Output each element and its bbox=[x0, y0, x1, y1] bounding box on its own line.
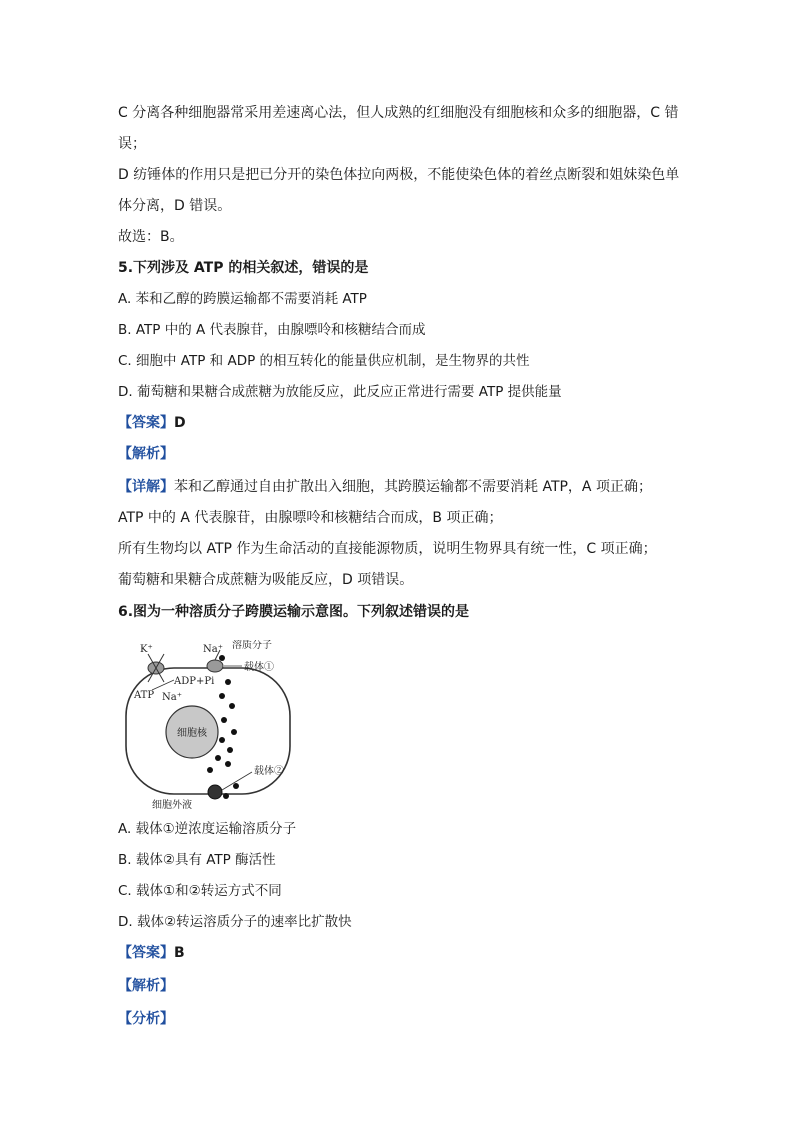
text-line: 体分离，D 错误。 bbox=[118, 198, 232, 214]
q5-option-a: A. 苯和乙醇的跨膜运输都不需要消耗 ATP bbox=[118, 291, 367, 307]
detail-line: 所有生物均以 ATP 作为生命活动的直接能源物质，说明生物界具有统一性，C 项正确； bbox=[118, 541, 657, 557]
answer-value: D bbox=[174, 415, 186, 431]
fenxi-tag: 【分析】 bbox=[118, 1011, 174, 1027]
q6-answer-row bbox=[118, 944, 185, 962]
q5-answer-row bbox=[118, 414, 186, 432]
na-ion-label: Na⁺ bbox=[162, 692, 182, 703]
atp-label: ATP bbox=[134, 690, 155, 701]
q6-analysis-tag bbox=[118, 977, 174, 995]
text-line: 误； bbox=[118, 136, 146, 152]
solute-label: 溶质分子 bbox=[232, 640, 272, 651]
analysis-tag: 【解析】 bbox=[118, 978, 174, 994]
q6-fenxi-tag bbox=[118, 1010, 174, 1028]
q6-option-c: C. 载体①和②转运方式不同 bbox=[118, 883, 282, 899]
nucleus-label: 细胞核 bbox=[177, 728, 207, 739]
q6-option-a: A. 载体①逆浓度运输溶质分子 bbox=[118, 821, 297, 837]
carrier1-shape bbox=[207, 660, 223, 672]
detail-line: 葡萄糖和果糖合成蔗糖为吸能反应，D 项错误。 bbox=[118, 572, 414, 588]
answer-value: B bbox=[174, 945, 185, 961]
analysis-tag: 【解析】 bbox=[118, 446, 174, 462]
carrier2-label: 载体② bbox=[254, 766, 284, 777]
text-line: D 纺锤体的作用只是把已分开的染色体拉向两极，不能使染色体的着丝点断裂和姐妹染色单 bbox=[118, 167, 680, 183]
answer-tag: 【答案】 bbox=[118, 415, 174, 431]
detail-tag: 【详解】 bbox=[118, 479, 174, 495]
question-5-stem: 5.下列涉及 ATP 的相关叙述，错误的是 bbox=[118, 260, 369, 276]
q5-analysis-tag bbox=[118, 445, 174, 463]
question-6-stem: 6.图为一种溶质分子跨膜运输示意图。下列叙述错误的是 bbox=[118, 604, 470, 620]
answer-tag: 【答案】 bbox=[118, 945, 174, 961]
q5-option-c: C. 细胞中 ATP 和 ADP 的相互转化的能量供应机制，是生物界的共性 bbox=[118, 353, 530, 369]
q6-option-d: D. 载体②转运溶质分子的速率比扩散快 bbox=[118, 914, 352, 930]
k-ion-label: K⁺ bbox=[140, 644, 153, 655]
detail-line: ATP 中的 A 代表腺苷，由腺嘌呤和核糖结合而成，B 项正确； bbox=[118, 510, 503, 526]
text-line: C 分离各种细胞器常采用差速离心法，但人成熟的红细胞没有细胞核和众多的细胞器，C 错 bbox=[118, 105, 679, 121]
adp-label: ADP+Pi bbox=[174, 676, 215, 687]
q6-option-b: B. 载体②具有 ATP 酶活性 bbox=[118, 852, 276, 868]
q5-option-d: D. 葡萄糖和果糖合成蔗糖为放能反应，此反应正常进行需要 ATP 提供能量 bbox=[118, 384, 562, 400]
carrier2-shape bbox=[208, 785, 222, 799]
reaction-arrow bbox=[152, 680, 174, 690]
q5-option-b: B. ATP 中的 A 代表腺苷，由腺嘌呤和核糖结合而成 bbox=[118, 322, 426, 338]
transport-diagram bbox=[118, 640, 298, 810]
detail-text: 苯和乙醇通过自由扩散出入细胞，其跨膜运输都不需要消耗 ATP，A 项正确； bbox=[174, 479, 652, 495]
q5-detail-row bbox=[118, 478, 652, 496]
na-ion-label: Na⁺ bbox=[203, 644, 223, 655]
carrier1-label: 载体① bbox=[244, 662, 274, 673]
text-line: 故选：B。 bbox=[118, 229, 184, 245]
extracellular-label: 细胞外液 bbox=[152, 800, 192, 810]
